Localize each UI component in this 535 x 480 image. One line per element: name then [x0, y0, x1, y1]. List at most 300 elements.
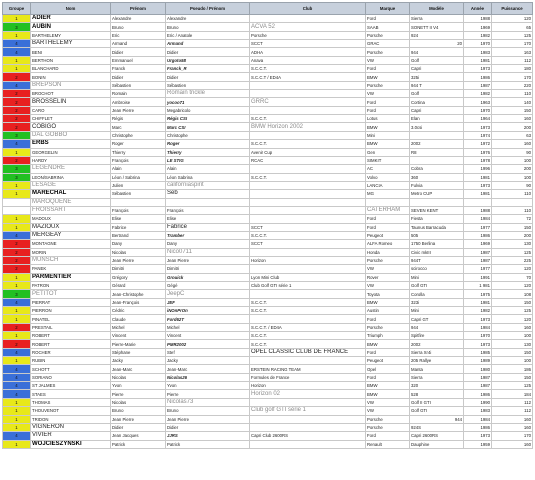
cell-club[interactable] — [250, 215, 366, 223]
cell-modele[interactable] — [410, 415, 464, 423]
cell-groupe[interactable]: 4 — [3, 231, 31, 239]
cell-nom[interactable]: ERBS — [31, 140, 111, 148]
cell-modele[interactable] — [410, 273, 464, 281]
cell-puissance[interactable]: 110 — [492, 206, 533, 214]
header-annee[interactable]: Année — [464, 3, 492, 15]
cell-pseudo[interactable]: Régis CSI — [166, 115, 250, 123]
cell-club[interactable] — [250, 198, 366, 206]
cell-pseudo[interactable]: Yvon — [166, 382, 250, 390]
cell-marque[interactable]: SAAB — [366, 23, 410, 31]
cell-marque[interactable]: GRAC — [366, 40, 410, 48]
cell-modele[interactable] — [410, 432, 464, 440]
cell-nom[interactable]: BROSSELIN — [31, 98, 111, 106]
cell-puissance[interactable]: 110 — [492, 90, 533, 98]
cell-annee[interactable]: 1969 — [464, 240, 492, 248]
cell-puissance[interactable]: 112 — [492, 56, 533, 64]
cell-prenom[interactable]: Jacky — [111, 357, 166, 365]
cell-annee[interactable]: 1 981 — [464, 282, 492, 290]
cell-groupe[interactable] — [3, 198, 31, 206]
cell-pseudo[interactable]: Jean Pierre — [166, 415, 250, 423]
cell-prenom[interactable]: Jean Pierre — [111, 415, 166, 423]
cell-marque[interactable]: Renault — [366, 440, 410, 448]
cell-pseudo[interactable]: Michel — [166, 323, 250, 331]
cell-annee[interactable]: 1970 — [464, 332, 492, 340]
cell-annee[interactable]: 1974 — [464, 131, 492, 139]
cell-groupe[interactable]: 3 — [3, 23, 31, 31]
cell-annee[interactable]: 1984 — [464, 215, 492, 223]
cell-modele[interactable] — [410, 190, 464, 198]
cell-club[interactable]: Porsche — [250, 31, 366, 39]
cell-nom[interactable]: BARTHELEMY — [31, 40, 111, 48]
cell-modele[interactable] — [410, 323, 464, 331]
cell-prenom[interactable]: Bruno — [111, 407, 166, 415]
cell-marque[interactable] — [366, 198, 410, 206]
cell-club[interactable] — [250, 398, 366, 406]
cell-puissance[interactable]: 100 — [492, 332, 533, 340]
cell-pseudo[interactable]: JeepC — [166, 290, 250, 298]
cell-annee[interactable]: 1982 — [464, 90, 492, 98]
cell-prenom[interactable]: Régis — [111, 115, 166, 123]
cell-puissance[interactable]: 200 — [492, 123, 533, 131]
cell-puissance[interactable]: 70 — [492, 273, 533, 281]
header-nom[interactable]: Nom — [31, 3, 111, 15]
cell-club[interactable] — [250, 423, 366, 431]
cell-nom[interactable]: BREPSON — [31, 81, 111, 89]
cell-prenom[interactable]: Sébastien — [111, 81, 166, 89]
cell-pseudo[interactable]: Fabrice — [166, 223, 250, 231]
cell-club[interactable] — [250, 131, 366, 139]
cell-club[interactable]: S.C.C.T. — [250, 332, 366, 340]
cell-modele[interactable] — [410, 198, 464, 206]
cell-pseudo[interactable]: Eric / Anatole — [166, 31, 250, 39]
cell-prenom[interactable]: Jean-Marc — [111, 365, 166, 373]
cell-marque[interactable]: BMW — [366, 390, 410, 398]
cell-modele[interactable] — [410, 265, 464, 273]
cell-puissance[interactable]: 200 — [492, 165, 533, 173]
cell-nom[interactable]: MAZIOUX — [31, 223, 111, 231]
cell-groupe[interactable]: 1 — [3, 398, 31, 406]
cell-puissance[interactable]: 72 — [492, 215, 533, 223]
cell-club[interactable] — [250, 315, 366, 323]
cell-marque[interactable]: BMW — [366, 382, 410, 390]
cell-marque[interactable]: VW — [366, 398, 410, 406]
cell-nom[interactable]: DAL GOBBO — [31, 131, 111, 139]
cell-prenom[interactable]: Pierre — [111, 390, 166, 398]
cell-puissance[interactable]: 65 — [492, 23, 533, 31]
cell-nom[interactable]: AUBIN — [31, 23, 111, 31]
cell-pseudo[interactable]: Jean Pierre — [166, 256, 250, 264]
cell-annee[interactable]: 1986 — [464, 390, 492, 398]
cell-prenom[interactable]: Christophe — [111, 131, 166, 139]
cell-pseudo[interactable]: californiaspirit — [166, 181, 250, 189]
cell-annee[interactable]: 1970 — [464, 40, 492, 48]
cell-modele[interactable] — [410, 231, 464, 239]
cell-prenom[interactable]: Dany — [111, 240, 166, 248]
cell-marque[interactable]: LANCIA — [366, 181, 410, 189]
cell-nom[interactable]: BARTHELEMY — [31, 31, 111, 39]
cell-groupe[interactable]: 1 — [3, 181, 31, 189]
cell-groupe[interactable]: 4 — [3, 140, 31, 148]
cell-groupe[interactable]: 1 — [3, 357, 31, 365]
cell-marque[interactable]: Porsche — [366, 323, 410, 331]
cell-club[interactable]: Capri Club 2600RS — [250, 432, 366, 440]
cell-nom[interactable]: PATRON — [31, 282, 111, 290]
cell-club[interactable]: S.C.C.T. — [250, 65, 366, 73]
cell-annee[interactable]: 1987 — [464, 382, 492, 390]
cell-puissance[interactable]: 140 — [492, 98, 533, 106]
cell-modele[interactable] — [410, 48, 464, 56]
cell-groupe[interactable]: 3 — [3, 290, 31, 298]
cell-modele[interactable] — [410, 332, 464, 340]
cell-prenom[interactable]: Sébastien — [111, 190, 166, 198]
cell-nom[interactable]: RUBIN — [31, 357, 111, 365]
cell-annee[interactable]: 1987 — [464, 248, 492, 256]
cell-prenom[interactable]: Eric — [111, 31, 166, 39]
header-club[interactable]: Club — [250, 3, 366, 15]
cell-modele[interactable] — [410, 348, 464, 356]
cell-puissance[interactable]: 110 — [492, 190, 533, 198]
cell-puissance[interactable]: 120 — [492, 15, 533, 23]
cell-groupe[interactable]: 2 — [3, 156, 31, 164]
cell-prenom[interactable]: Julien — [111, 181, 166, 189]
cell-nom[interactable]: ST JALMES — [31, 382, 111, 390]
cell-pseudo[interactable]: Sébastien — [166, 81, 250, 89]
cell-club[interactable]: Avenir Cup — [250, 148, 366, 156]
cell-nom[interactable]: PIERRAT — [31, 298, 111, 306]
cell-annee[interactable]: 1987 — [464, 81, 492, 89]
cell-prenom[interactable]: François — [111, 156, 166, 164]
cell-annee[interactable]: 1981 — [464, 298, 492, 306]
cell-prenom[interactable]: Nicolas — [111, 373, 166, 381]
cell-club[interactable]: ADHA — [250, 48, 366, 56]
cell-puissance[interactable]: 170 — [492, 73, 533, 81]
cell-puissance[interactable]: 150 — [492, 373, 533, 381]
cell-club[interactable] — [250, 248, 366, 256]
cell-groupe[interactable]: 1 — [3, 56, 31, 64]
cell-groupe[interactable]: 1 — [3, 148, 31, 156]
cell-groupe[interactable]: 2 — [3, 265, 31, 273]
cell-modele[interactable] — [410, 73, 464, 81]
cell-club[interactable] — [250, 90, 366, 98]
cell-annee[interactable]: 1980 — [464, 365, 492, 373]
cell-groupe[interactable]: 4 — [3, 382, 31, 390]
cell-modele[interactable] — [410, 340, 464, 348]
cell-pseudo[interactable]: Megabricolo — [166, 106, 250, 114]
cell-nom[interactable]: CHIFFLET — [31, 115, 111, 123]
cell-annee[interactable]: 1969 — [464, 23, 492, 31]
cell-modele[interactable] — [410, 40, 464, 48]
cell-club[interactable] — [250, 440, 366, 448]
cell-pseudo[interactable]: yocoo71 — [166, 98, 250, 106]
cell-modele[interactable] — [410, 282, 464, 290]
cell-nom[interactable]: LESAGE — [31, 181, 111, 189]
cell-prenom[interactable]: Bruno — [111, 23, 166, 31]
cell-puissance[interactable] — [492, 198, 533, 206]
cell-club[interactable]: Club Golf GTI série 1 — [250, 282, 366, 290]
cell-club[interactable]: Horizon — [250, 256, 366, 264]
cell-annee[interactable]: 1973 — [464, 432, 492, 440]
cell-puissance[interactable]: 150 — [492, 223, 533, 231]
cell-puissance[interactable]: 160 — [492, 140, 533, 148]
cell-prenom[interactable] — [111, 198, 166, 206]
cell-pseudo[interactable]: Didier — [166, 423, 250, 431]
cell-puissance[interactable]: 112 — [492, 407, 533, 415]
cell-puissance[interactable]: 184 — [492, 390, 533, 398]
cell-annee[interactable]: 1970 — [464, 106, 492, 114]
cell-modele[interactable] — [410, 165, 464, 173]
cell-groupe[interactable]: 1 — [3, 223, 31, 231]
cell-puissance[interactable]: 90 — [492, 181, 533, 189]
cell-nom[interactable]: PINATEL — [31, 315, 111, 323]
cell-groupe[interactable]: 2 — [3, 90, 31, 98]
cell-marque[interactable]: Porsche — [366, 48, 410, 56]
cell-groupe[interactable]: 4 — [3, 432, 31, 440]
cell-modele[interactable] — [410, 215, 464, 223]
cell-prenom[interactable]: Ambroise — [111, 98, 166, 106]
cell-modele[interactable] — [410, 298, 464, 306]
header-puissance[interactable]: Puissance — [492, 3, 533, 15]
cell-nom[interactable]: LEON/SABRINA — [31, 173, 111, 181]
cell-nom[interactable]: MAROQUENE — [31, 198, 111, 206]
cell-nom[interactable]: MADOUX — [31, 215, 111, 223]
cell-pseudo[interactable]: Bruno — [166, 23, 250, 31]
cell-puissance[interactable]: 186 — [492, 365, 533, 373]
cell-groupe[interactable]: 2 — [3, 340, 31, 348]
cell-nom[interactable]: PETITOT — [31, 290, 111, 298]
cell-prenom[interactable]: Bertrand — [111, 231, 166, 239]
cell-marque[interactable]: VW — [366, 90, 410, 98]
cell-modele[interactable] — [410, 256, 464, 264]
cell-annee[interactable]: 1987 — [464, 256, 492, 264]
cell-marque[interactable]: VW — [366, 407, 410, 415]
header-groupe[interactable]: Groupe — [3, 3, 31, 15]
cell-puissance[interactable]: 160 — [492, 440, 533, 448]
cell-modele[interactable] — [410, 98, 464, 106]
cell-groupe[interactable]: 2 — [3, 123, 31, 131]
cell-club[interactable] — [250, 206, 366, 214]
cell-club[interactable]: Formules de France — [250, 373, 366, 381]
cell-club[interactable]: OPEL CLASSIC CLUB DE FRANCE — [250, 348, 366, 356]
cell-prenom[interactable]: Jean Pierre — [111, 106, 166, 114]
cell-prenom[interactable]: Grégory — [111, 273, 166, 281]
cell-marque[interactable]: Austin — [366, 307, 410, 315]
cell-nom[interactable]: ROCHER — [31, 348, 111, 356]
cell-prenom[interactable]: Jean Pierre — [111, 256, 166, 264]
cell-nom[interactable]: BERTHON — [31, 56, 111, 64]
cell-puissance[interactable]: 63 — [492, 131, 533, 139]
cell-groupe[interactable]: 2 — [3, 256, 31, 264]
cell-modele[interactable] — [410, 23, 464, 31]
cell-puissance[interactable]: 150 — [492, 348, 533, 356]
cell-marque[interactable]: Opel — [366, 365, 410, 373]
cell-groupe[interactable]: 2 — [3, 115, 31, 123]
cell-puissance[interactable]: 125 — [492, 382, 533, 390]
cell-marque[interactable]: Ford — [366, 215, 410, 223]
cell-puissance[interactable]: 100 — [492, 156, 533, 164]
cell-puissance[interactable]: 125 — [492, 248, 533, 256]
cell-pseudo[interactable]: Dany — [166, 240, 250, 248]
cell-club[interactable]: S.C.C.T. — [250, 231, 366, 239]
cell-modele[interactable] — [410, 248, 464, 256]
cell-club[interactable]: S.C.C.T. — [250, 115, 366, 123]
cell-puissance[interactable]: 160 — [492, 115, 533, 123]
cell-pseudo[interactable]: Alain — [166, 165, 250, 173]
cell-pseudo[interactable]: François — [166, 206, 250, 214]
cell-prenom[interactable]: Dimitri — [111, 265, 166, 273]
cell-pseudo[interactable]: Christophe — [166, 131, 250, 139]
cell-prenom[interactable]: Romain — [111, 90, 166, 98]
cell-annee[interactable]: 1977 — [464, 223, 492, 231]
cell-prenom[interactable]: Thierry — [111, 148, 166, 156]
cell-puissance[interactable]: 180 — [492, 65, 533, 73]
cell-pseudo[interactable]: Léon Sabrina — [166, 173, 250, 181]
cell-pseudo[interactable]: Nicolas26 — [166, 373, 250, 381]
cell-modele[interactable] — [410, 65, 464, 73]
cell-prenom[interactable]: Jean-Christophe — [111, 290, 166, 298]
cell-pseudo[interactable]: Elise — [166, 215, 250, 223]
cell-nom[interactable]: VIGNERON — [31, 423, 111, 431]
cell-groupe[interactable]: 1 — [3, 282, 31, 290]
cell-marque[interactable]: BMW — [366, 340, 410, 348]
cell-prenom[interactable]: Jean-François — [111, 298, 166, 306]
cell-modele[interactable] — [410, 115, 464, 123]
cell-pseudo[interactable]: Tramber — [166, 231, 250, 239]
cell-pseudo[interactable]: Seb — [166, 190, 250, 198]
cell-groupe[interactable]: 2 — [3, 98, 31, 106]
cell-annee[interactable]: 1981 — [464, 173, 492, 181]
cell-pseudo[interactable]: Roger — [166, 140, 250, 148]
cell-nom[interactable]: PARMENTIER — [31, 273, 111, 281]
cell-puissance[interactable]: 150 — [492, 106, 533, 114]
cell-marque[interactable]: BMW — [366, 73, 410, 81]
cell-club[interactable] — [250, 165, 366, 173]
cell-marque[interactable]: MG — [366, 190, 410, 198]
cell-nom[interactable]: MERGEAY — [31, 231, 111, 239]
cell-modele[interactable] — [410, 407, 464, 415]
cell-marque[interactable]: SIMKIT — [366, 156, 410, 164]
cell-modele[interactable] — [410, 390, 464, 398]
cell-nom[interactable]: TRIDON — [31, 415, 111, 423]
cell-marque[interactable]: Peugeot — [366, 357, 410, 365]
cell-modele[interactable] — [410, 315, 464, 323]
cell-groupe[interactable]: 3 — [3, 165, 31, 173]
cell-groupe[interactable]: 1 — [3, 423, 31, 431]
cell-groupe[interactable]: 1 — [3, 415, 31, 423]
cell-marque[interactable]: Honda — [366, 248, 410, 256]
cell-marque[interactable]: Ford — [366, 106, 410, 114]
cell-marque[interactable]: Mini — [366, 131, 410, 139]
cell-nom[interactable]: SORIANO — [31, 373, 111, 381]
cell-pseudo[interactable]: PMR2002 — [166, 340, 250, 348]
cell-club[interactable]: S.C.C.T. / ED4A — [250, 323, 366, 331]
cell-modele[interactable] — [410, 223, 464, 231]
header-prenom[interactable]: Prénom — [111, 3, 166, 15]
cell-prenom[interactable]: Nicolas — [111, 398, 166, 406]
cell-nom[interactable]: WOJCIESZYNSKI — [31, 440, 111, 448]
cell-nom[interactable]: GEORGELIN — [31, 148, 111, 156]
cell-marque[interactable]: Porsche — [366, 415, 410, 423]
cell-prenom[interactable]: Didier — [111, 73, 166, 81]
cell-annee[interactable]: 1964 — [464, 115, 492, 123]
cell-modele[interactable] — [410, 181, 464, 189]
cell-puissance[interactable]: 108 — [492, 290, 533, 298]
cell-pseudo[interactable]: JJRS — [166, 432, 250, 440]
cell-puissance[interactable]: 120 — [492, 265, 533, 273]
cell-groupe[interactable]: 1 — [3, 65, 31, 73]
cell-club[interactable]: ACVA 52 — [250, 23, 366, 31]
cell-prenom[interactable]: Claude — [111, 315, 166, 323]
cell-groupe[interactable]: 4 — [3, 348, 31, 356]
cell-pseudo[interactable]: Stef — [166, 348, 250, 356]
cell-modele[interactable] — [410, 131, 464, 139]
cell-pseudo[interactable]: Didier — [166, 73, 250, 81]
cell-club[interactable]: S.C.C.T. — [250, 173, 366, 181]
cell-pseudo[interactable]: JEF — [166, 298, 250, 306]
cell-marque[interactable]: VW — [366, 56, 410, 64]
cell-prenom[interactable]: Emmanuel — [111, 56, 166, 64]
cell-pseudo[interactable]: Alexandre — [166, 15, 250, 23]
cell-puissance[interactable]: 160 — [492, 423, 533, 431]
cell-annee[interactable]: 1981 — [464, 56, 492, 64]
cell-puissance[interactable]: 120 — [492, 315, 533, 323]
cell-puissance[interactable]: 220 — [492, 81, 533, 89]
cell-pseudo[interactable]: Franck_R — [166, 65, 250, 73]
cell-annee[interactable]: 1976 — [464, 148, 492, 156]
cell-prenom[interactable]: Alain — [111, 165, 166, 173]
cell-prenom[interactable]: Didier — [111, 48, 166, 56]
cell-puissance[interactable]: 160 — [492, 415, 533, 423]
cell-prenom[interactable]: Patrick — [111, 440, 166, 448]
header-marque[interactable]: Marque — [366, 3, 410, 15]
cell-modele[interactable] — [410, 173, 464, 181]
cell-prenom[interactable]: Didier — [111, 423, 166, 431]
cell-pseudo[interactable]: Nicolas73 — [166, 398, 250, 406]
cell-pseudo[interactable]: Patrick — [166, 440, 250, 448]
cell-annee[interactable] — [464, 198, 492, 206]
cell-nom[interactable]: VIVIER — [31, 432, 111, 440]
cell-nom[interactable]: ADIER — [31, 15, 111, 23]
cell-nom[interactable]: BENI — [31, 48, 111, 56]
cell-modele[interactable] — [410, 56, 464, 64]
cell-annee[interactable]: 1973 — [464, 65, 492, 73]
cell-pseudo[interactable]: LE STIG — [166, 156, 250, 164]
cell-puissance[interactable]: 125 — [492, 307, 533, 315]
cell-club[interactable]: Club golf GTI série 1 — [250, 407, 366, 415]
cell-modele[interactable] — [410, 398, 464, 406]
cell-prenom[interactable]: Stéphane — [111, 348, 166, 356]
cell-marque[interactable]: Ford — [366, 98, 410, 106]
cell-annee[interactable]: 1989 — [464, 357, 492, 365]
cell-pseudo[interactable]: Dimitri — [166, 265, 250, 273]
cell-marque[interactable]: BMW — [366, 123, 410, 131]
cell-marque[interactable]: Volvo — [366, 173, 410, 181]
cell-annee[interactable]: 1996 — [464, 165, 492, 173]
cell-modele[interactable] — [410, 123, 464, 131]
cell-nom[interactable]: CARO — [31, 106, 111, 114]
cell-groupe[interactable]: 4 — [3, 373, 31, 381]
cell-prenom[interactable]: Michel — [111, 323, 166, 331]
cell-club[interactable] — [250, 106, 366, 114]
cell-club[interactable] — [250, 265, 366, 273]
cell-club[interactable] — [250, 15, 366, 23]
cell-pseudo[interactable]: Gégé — [166, 282, 250, 290]
cell-marque[interactable]: Ford — [366, 315, 410, 323]
cell-groupe[interactable]: 4 — [3, 40, 31, 48]
cell-prenom[interactable]: Marc — [111, 123, 166, 131]
cell-annee[interactable]: 1977 — [464, 265, 492, 273]
cell-groupe[interactable]: 1 — [3, 315, 31, 323]
cell-nom[interactable]: FROISSART — [31, 206, 111, 214]
